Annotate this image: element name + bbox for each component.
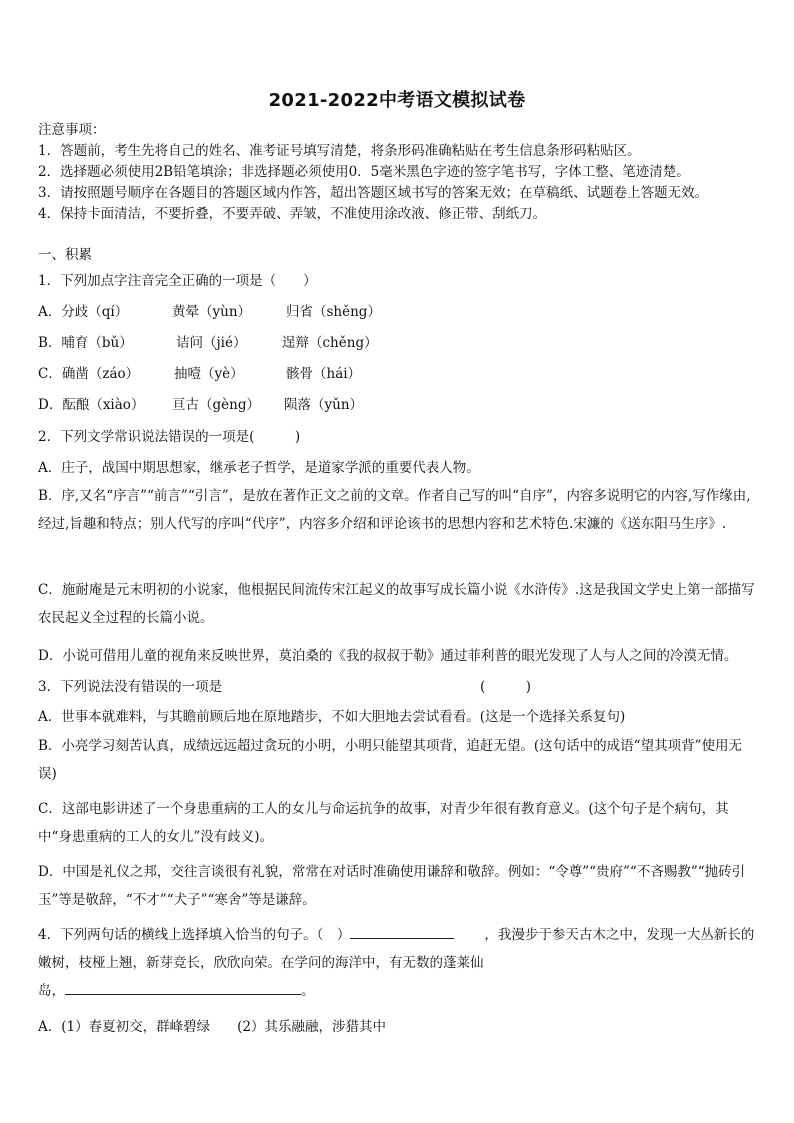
q4-stem-end: 。 [301,983,315,999]
q1-option-a-word-1: A．分歧（qí） [38,304,129,320]
q1-option-b-word-2: 诘问（jié） [176,335,247,351]
question-3-stem: 3．下列说法没有错误的一项是 [38,679,223,695]
notice-item-4: 4．保持卡面清洁，不要折叠，不要弄破、弄皱，不准使用涂改液、修正带、刮纸刀。 [38,206,547,222]
q1-option-c-word-3: 骸骨（hái） [286,366,362,382]
q3-answer-paren: ( ) [480,679,532,695]
q4-option-a: A．(1）春夏初交，群峰碧绿 (2）其乐融融，涉猎其中 [38,1019,386,1035]
q2-option-d: D．小说可借用儿童的视角来反映世界，莫泊桑的《我的叔叔于勒》通过菲利普的眼光发现了人与人之间的冷漠无情。 [38,648,738,664]
q4-stem-dao: 岛， [38,983,65,999]
q3-option-d: D．中国是礼仪之邦，交往言谈很有礼貌，常常在对话时准确使用谦辞和敬辞。例如：“令尊”“贵府”“不吝赐教”“抛砖引玉”等是敬辞，“不才”“犬子”“寒舍”等是谦辞。 [38,864,746,908]
q1-option-a-word-2: 黄晕（yùn） [172,304,252,320]
q4-stem-start: 4．下列两句话的横线上选择填入恰当的句子。（ ） [38,927,351,943]
notice-item-1: 1．答题前，考生先将自己的姓名、准考证号填写清楚，将条形码准确粘贴在考生信息条形码粘贴区。 [38,143,641,159]
q4-blank-1 [350,924,454,939]
q2-option-c: C．施耐庵是元末明初的小说家，他根据民间流传宋江起义的故事写成长篇小说《水浒传》.这是我国文学史上第一部描写农民起义全过程的长篇小说。 [38,582,755,626]
q1-option-a-word-3: 归省（shěng） [286,304,381,320]
q1-option-c-word-1: C．确凿（záo） [38,366,140,382]
q4-blank-2 [65,980,301,995]
q1-option-b-word-1: B．哺育（bǔ） [38,335,133,351]
notice-item-2: 2．选择题必须使用2B铅笔填涂；非选择题必须使用0．5毫米黑色字迹的签字笔书写，字体工整、笔迹清楚。 [38,164,690,180]
q1-option-d-word-3: 陨落（yǔn） [284,397,364,413]
q2-option-a: A．庄子，战国中期思想家，继承老子哲学，是道家学派的重要代表人物。 [38,460,480,476]
q1-option-b-word-3: 逞辩（chěng） [282,335,378,351]
q3-option-a: A．世事本就难料，与其瞻前顾后地在原地踏步，不如大胆地去尝试看看。(这是一个选择关系复句) [38,709,626,725]
question-2-stem: 2．下列文学常识说法错误的一项是( ) [38,429,301,445]
q3-option-b: B．小亮学习刻苦认真，成绩远远超过贪玩的小明，小明只能望其项背，追赶无望。(这句话中的成语“望其项背”使用无误) [38,738,742,782]
q2-option-b: B．序,又名“序言”“前言”“引言”，是放在著作正文之前的文章。作者自己写的叫“自序”，内容多说明它的内容,写作缘由,经过,旨趣和特点；别人代写的序叫“代序”，内容多介绍和评论该书的思想内容和艺术特色.宋濂的《送东阳马生序》. [38,488,751,532]
question-4-stem [38,921,760,1005]
q1-option-d-word-2: 亘古（gèng） [172,397,260,413]
q3-option-c: C．这部电影讲述了一个身患重病的工人的女儿与命运抗争的故事，对青少年很有教育意义。(这个句子是个病句，其中“身患重病的工人的女儿”没有歧义)。 [38,801,729,845]
q4-stem-middle: ，我漫步于参天古木之中，发现一大丛新长的嫩树，枝桠上翘，新芽竞长，欣欣向荣。在学问的海洋中，有无数的蓬莱仙 [38,927,755,971]
q1-option-c-word-2: 抽噎（yè） [174,366,244,382]
q1-option-d-word-1: D．酝酿（xiào） [38,397,145,413]
section-heading: 一、积累 [38,247,92,263]
question-1-stem: 1．下列加点字注音完全正确的一项是（ ） [38,273,317,289]
notice-item-3: 3．请按照题号顺序在各题目的答题区域内作答，超出答题区域书写的答案无效；在草稿纸、试题卷上答题无效。 [38,185,709,201]
page-title: 2021-2022中考语文模拟试卷 [268,90,526,111]
notice-heading: 注意事项： [38,122,106,138]
